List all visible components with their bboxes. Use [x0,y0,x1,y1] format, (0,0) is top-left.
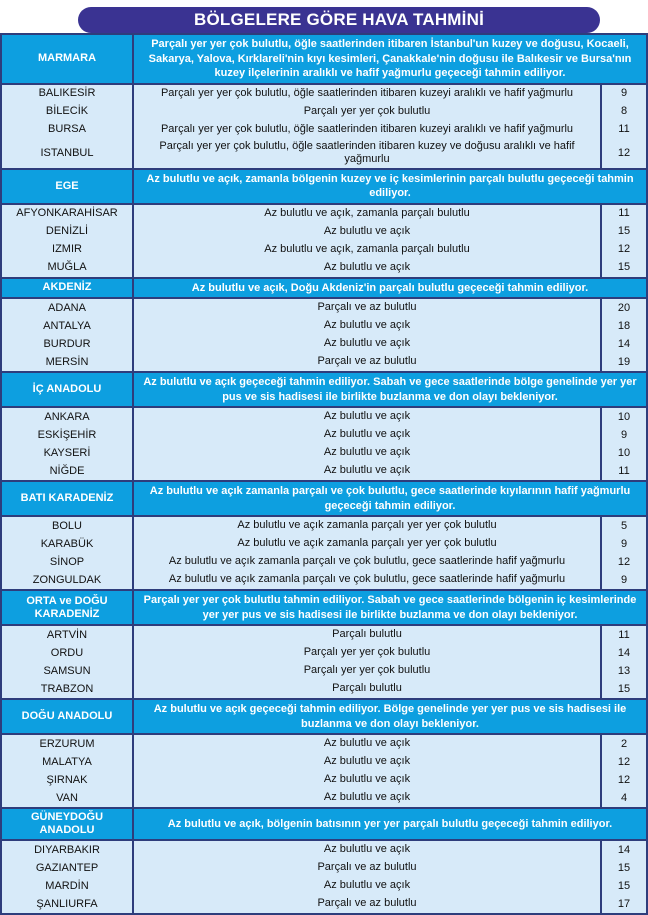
city-temperature: 9 [620,428,628,441]
city-temperature: 15 [617,682,631,695]
region-cities [2,517,646,589]
city-row [2,771,646,789]
page-title-bar [78,7,600,33]
city-name: ERZURUM [2,735,134,753]
city-row [2,789,646,807]
city-forecast: Parçalı yer yer çok bulutlu, öğle saatlerinden itibaren kuzeyi aralıklı ve hafif yağmurlu [134,121,602,139]
city-name: ŞANLIURFA [2,895,134,913]
region-forecast: Az bulutlu ve açık zamanla parçalı ve çok bulutlu, gece saatlerinde kıyılarının hafif yağmurlu geçeceği tahmin ediliyor. [149,485,631,512]
city-forecast: Az bulutlu ve açık zamanla parçalı ve çok bulutlu, gece saatlerinde hafif yağmurlu [134,571,602,589]
city-row [2,753,646,771]
city-row [2,317,646,335]
city-temperature: 11 [618,628,630,641]
city-temperature: 10 [617,410,631,423]
city-name: ORDU [2,644,134,662]
city-forecast: Parçalı ve az bulutlu [134,299,602,317]
city-temperature: 9 [620,537,628,550]
city-name: MERSİN [2,353,134,371]
region-name: ORTA ve DOĞU KARADENİZ [2,591,134,624]
city-row [2,535,646,553]
region-header-row [2,807,646,841]
city-temperature: 9 [620,87,628,99]
city-name: DIYARBAKIR [2,841,134,859]
city-forecast: Parçalı ve az bulutlu [134,353,602,371]
city-row [2,571,646,589]
region-header-row [2,480,646,517]
city-temperature: 12 [617,146,631,159]
city-row [2,626,646,644]
city-name: BOLU [2,517,134,535]
city-name: IZMIR [2,241,134,259]
city-row [2,735,646,753]
city-row [2,444,646,462]
region-section [2,589,646,698]
region-section [2,480,646,589]
region-forecast: Az bulutlu ve açık, zamanla bölgenin kuzey ve iç kesimlerinin parçalı bulutlu geçeceği tahmin ediliyor. [146,172,634,199]
region-forecast: Az bulutlu ve açık geçeceği tahmin ediliyor. Bölge genelinde yer yer pus ve sis hadisesi ile buzlanma ve don olayı bekleniyor. [153,703,627,730]
city-row [2,680,646,698]
region-header-row [2,168,646,205]
city-name: AFYONKARAHİSAR [2,205,134,223]
city-name: KARABÜK [2,535,134,553]
city-name: SİNOP [2,553,134,571]
region-name: İÇ ANADOLU [2,373,134,406]
city-temperature: 14 [617,337,631,350]
city-forecast: Az bulutlu ve açık [134,335,602,353]
city-temperature: 9 [620,573,628,586]
region-header-row [2,589,646,626]
city-temperature: 14 [617,646,631,659]
city-row [2,241,646,259]
city-forecast: Parçalı yer yer çok bulutlu, öğle saatlerinden itibaren kuzeyi aralıklı ve hafif yağmurlu [134,85,602,103]
city-name: MUĞLA [2,259,134,277]
region-cities [2,735,646,807]
city-forecast: Parçalı yer yer çok bulutlu [134,662,602,680]
city-temperature: 15 [617,225,631,237]
city-name: GAZIANTEP [2,859,134,877]
city-forecast: Az bulutlu ve açık zamanla parçalı yer yer çok bulutlu [134,517,602,535]
city-temperature: 17 [617,897,631,910]
region-name: BATI KARADENİZ [2,482,134,515]
city-temperature: 15 [617,861,631,874]
city-row [2,85,646,103]
city-forecast: Parçalı ve az bulutlu [134,895,602,913]
city-name: ŞIRNAK [2,771,134,789]
city-temperature: 4 [620,791,628,804]
region-section [2,371,646,480]
city-forecast: Az bulutlu ve açık [134,771,602,789]
region-cities [2,408,646,480]
city-row [2,553,646,571]
city-forecast: Az bulutlu ve açık [134,223,602,241]
city-row [2,895,646,913]
city-forecast: Parçalı yer yer çok bulutlu, öğle saatlerinden itibaren kuzey ve doğusu aralıklı ve hafif yağmurlu [134,139,602,168]
city-name: TRABZON [2,680,134,698]
city-temperature: 15 [617,261,631,273]
city-row [2,353,646,371]
region-forecast: Az bulutlu ve açık, Doğu Akdeniz'in parçalı bulutlu geçeceği tahmin ediliyor. [191,281,589,294]
city-row [2,335,646,353]
city-forecast: Az bulutlu ve açık [134,462,602,480]
city-temperature: 8 [620,105,628,117]
region-header-row [2,371,646,408]
city-row [2,859,646,877]
region-header-row [2,35,646,85]
city-forecast: Az bulutlu ve açık [134,444,602,462]
city-row [2,205,646,223]
city-name: ISTANBUL [2,139,134,168]
region-name: GÜNEYDOĞU ANADOLU [2,809,134,839]
city-row [2,223,646,241]
region-name: AKDENİZ [2,279,134,298]
city-forecast: Az bulutlu ve açık [134,753,602,771]
city-forecast: Az bulutlu ve açık, zamanla parçalı bulutlu [134,241,602,259]
city-forecast: Parçalı bulutlu [134,680,602,698]
city-name: ADANA [2,299,134,317]
city-name: ANKARA [2,408,134,426]
city-temperature: 5 [620,519,628,532]
city-row [2,662,646,680]
city-temperature: 15 [617,879,631,892]
city-forecast: Parçalı bulutlu [134,626,602,644]
city-name: BİLECİK [2,103,134,121]
forecast-table [0,33,648,915]
region-section [2,698,646,807]
city-temperature: 11 [618,464,630,477]
city-temperature: 2 [620,737,628,750]
city-forecast: Az bulutlu ve açık [134,877,602,895]
region-cities [2,205,646,277]
region-name: DOĞU ANADOLU [2,700,134,733]
region-cities [2,841,646,913]
city-temperature: 12 [617,773,631,786]
region-section [2,35,646,168]
city-name: ANTALYA [2,317,134,335]
city-name: SAMSUN [2,662,134,680]
city-row [2,259,646,277]
region-cities [2,626,646,698]
city-name: BURSA [2,121,134,139]
city-row [2,139,646,168]
city-row [2,121,646,139]
city-name: VAN [2,789,134,807]
city-name: BURDUR [2,335,134,353]
city-forecast: Parçalı ve az bulutlu [134,859,602,877]
city-forecast: Az bulutlu ve açık zamanla parçalı ve çok bulutlu, gece saatlerinde hafif yağmurlu [134,553,602,571]
city-name: KAYSERİ [2,444,134,462]
city-temperature: 19 [617,355,631,368]
city-row [2,408,646,426]
region-name: MARMARA [2,35,134,83]
region-forecast: Parçalı yer yer çok bulutlu, öğle saatlerinden itibaren İstanbul'un kuzey ve doğusu, Kocaeli, Sakarya, Yalova, Kırklareli'nin kıyı kesimleri, Çanakkale'nin doğusu ile Balıkesir ve Bursa'nın kuzey ilçelerinin aralıklı ve hafif yağmurlu geçeceği tahmin ediliyor. [148,38,632,79]
city-name: BALIKESİR [2,85,134,103]
region-section [2,807,646,913]
city-name: ARTVİN [2,626,134,644]
city-forecast: Az bulutlu ve açık [134,789,602,807]
city-forecast: Parçalı yer yer çok bulutlu [134,644,602,662]
city-temperature: 11 [618,207,630,219]
city-forecast: Az bulutlu ve açık [134,841,602,859]
city-temperature: 13 [617,664,631,677]
region-name: EGE [2,170,134,203]
city-row [2,103,646,121]
city-temperature: 12 [617,243,631,255]
weather-forecast-page [0,7,648,915]
region-forecast: Parçalı yer yer çok bulutlu tahmin ediliyor. Sabah ve gece saatlerinde bölgenin iç kesimlerinde yer yer pus ve sis hadisesi ile birlikte buzlanma ve don olayı bekleniyor. [143,594,637,621]
city-name: ESKİŞEHİR [2,426,134,444]
city-forecast: Az bulutlu ve açık zamanla parçalı yer yer çok bulutlu [134,535,602,553]
city-name: ZONGULDAK [2,571,134,589]
city-row [2,517,646,535]
region-cities [2,299,646,371]
page-title: BÖLGELERE GÖRE HAVA TAHMİNİ [194,10,484,29]
region-header-row [2,698,646,735]
city-row [2,877,646,895]
city-forecast: Az bulutlu ve açık [134,408,602,426]
city-row [2,841,646,859]
city-temperature: 10 [617,446,631,459]
city-row [2,426,646,444]
region-header-row [2,277,646,300]
city-name: NİĞDE [2,462,134,480]
city-forecast: Az bulutlu ve açık [134,735,602,753]
city-temperature: 12 [617,555,631,568]
city-temperature: 14 [617,843,631,856]
city-row [2,644,646,662]
city-temperature: 18 [617,319,631,332]
city-forecast: Az bulutlu ve açık [134,259,602,277]
city-temperature: 20 [617,301,631,314]
city-temperature: 11 [618,123,630,135]
region-cities [2,85,646,168]
city-name: MALATYA [2,753,134,771]
region-forecast: Az bulutlu ve açık geçeceği tahmin ediliyor. Sabah ve gece saatlerinde bölge genelinde yer yer pus ve sis hadisesi ile birlikte buzlanma ve don olayı bekleniyor. [143,376,637,403]
city-name: MARDİN [2,877,134,895]
city-forecast: Az bulutlu ve açık, zamanla parçalı bulutlu [134,205,602,223]
city-temperature: 12 [617,755,631,768]
city-forecast: Az bulutlu ve açık [134,426,602,444]
city-row [2,299,646,317]
city-forecast: Parçalı yer yer çok bulutlu [134,103,602,121]
region-section [2,168,646,277]
region-forecast: Az bulutlu ve açık, bölgenin batısının yer yer parçalı bulutlu geçeceği tahmin ediliyor. [167,817,613,830]
region-section [2,277,646,372]
city-name: DENİZLİ [2,223,134,241]
city-forecast: Az bulutlu ve açık [134,317,602,335]
city-row [2,462,646,480]
